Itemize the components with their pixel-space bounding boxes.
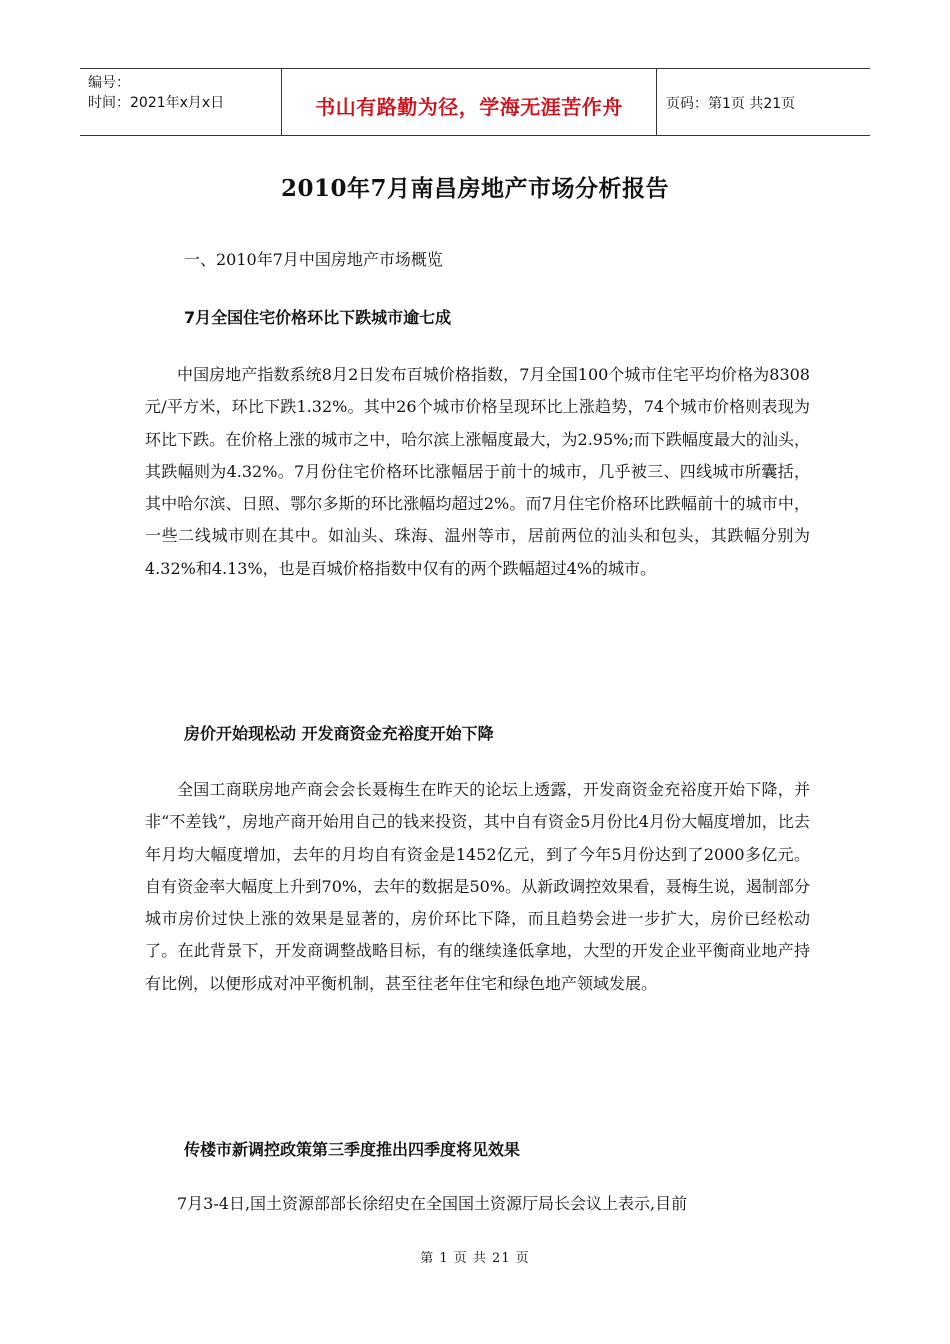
header-divider — [656, 69, 657, 135]
header-motto: 书山有路勤为径，学海无涯苦作舟 — [315, 95, 623, 119]
serial-number-label: 编号： — [88, 75, 130, 91]
paragraph-price-index: 中国房地产指数系统8月2日发布百城价格指数，7月全国100个城市住宅平均价格为8308元/平方米，环比下跌1.32%。其中26个城市价格呈现环比上涨趋势，74个城市价格则表现为环比下跌。在价格上涨的城市之中，哈尔滨上涨幅度最大，为2.95%;而下跌幅度最大的汕头，其跌幅则为4.32%。7月份住宅价格环比涨幅居于前十的城市，几乎被三、四线城市所囊括，其中哈尔滨、日照、鄂尔多斯的环比涨幅均超过2%。而7月住宅价格环比跌幅前十的城市中，一些二线城市则在其中。如汕头、珠海、温州等市，居前两位的汕头和包头，其跌幅分别为4.32%和4.13%，也是百城价格指数中仅有的两个跌幅超过4%的城市。 — [145, 365, 810, 578]
page-header — [80, 68, 870, 136]
date-line: 时间：2021年x月x日 — [88, 95, 225, 111]
header-meta — [88, 73, 224, 113]
subheading-developer-funds: 房价开始现松动 开发商资金充裕度开始下降 — [184, 724, 494, 743]
paragraph-developer-funds: 全国工商联房地产商会会长聂梅生在昨天的论坛上透露，开发商资金充裕度开始下降，并非“不差钱”，房地产商开始用自己的钱来投资，其中自有资金5月份比4月份大幅度增加，比去年月均大幅度增加，去年的月均自有资金是1452亿元，到了今年5月份达到了2000多亿元。自有资金率大幅度上升到70%，去年的数据是50%。从新政调控效果看，聂梅生说，遏制部分城市房价过快上涨的效果是显著的，房价环比下降，而且趋势会进一步扩大，房价已经松动了。在此背景下，开发商调整战略目标，有的继续逢低拿地，大型的开发企业平衡商业地产持有比例，以便形成对冲平衡机制，甚至往老年住宅和绿色地产领域发展。 — [145, 780, 810, 993]
subheading-price-drop: 7月全国住宅价格环比下跌城市逾七成 — [184, 308, 452, 327]
header-page-info: 页码：第1页 共21页 — [666, 96, 796, 112]
paragraph-new-policy: 7月3-4日,国土资源部部长徐绍史在全国国土资源厅局长会议上表示,目前 — [177, 1194, 688, 1213]
subheading-new-policy: 传楼市新调控政策第三季度推出四季度将见效果 — [184, 1140, 521, 1159]
page-footer: 第 1 页 共 21 页 — [420, 1251, 530, 1266]
section-heading: 一、2010年7月中国房地产市场概览 — [184, 250, 443, 269]
document-title: 2010年7月南昌房地产市场分析报告 — [280, 175, 670, 202]
